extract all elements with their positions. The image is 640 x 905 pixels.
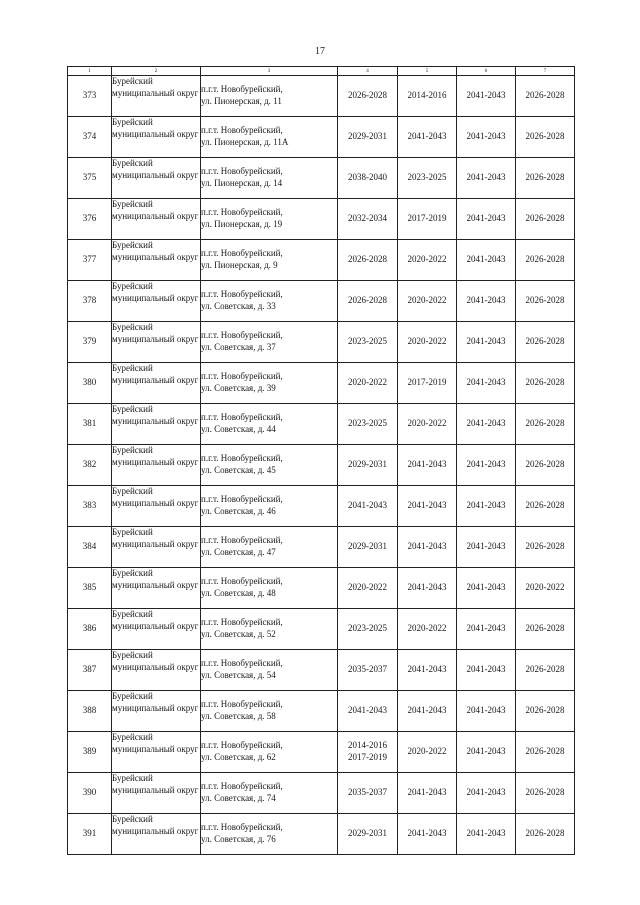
registry-table — [67, 66, 575, 855]
page-number: 17 — [315, 46, 325, 57]
period-value: 2017-2019 — [348, 752, 387, 762]
table-row — [68, 322, 575, 363]
period-cell — [338, 117, 398, 158]
district-cell: Бурейский муниципальный округ — [112, 773, 201, 814]
table-row — [68, 281, 575, 322]
period-cell: 2041-2043 — [398, 486, 457, 527]
period-cell: 2026-2028 — [516, 117, 575, 158]
period-value: 2023-2025 — [348, 336, 387, 347]
address-line: ул. Советская, д. 44 — [201, 424, 276, 434]
period-value: 2014-2016 — [348, 740, 387, 751]
period-cell: 2026-2028 — [516, 486, 575, 527]
table-row — [68, 76, 575, 117]
table-row — [68, 117, 575, 158]
period-cell — [338, 609, 398, 650]
period-cell: 2041-2043 — [457, 650, 516, 691]
table-row — [68, 691, 575, 732]
row-number-cell: 387 — [68, 650, 112, 691]
period-cell: 2026-2028 — [516, 650, 575, 691]
address-line: п.г.т. Новобурейский, — [201, 371, 283, 382]
period-cell — [338, 814, 398, 855]
column-number: 7 — [516, 67, 575, 76]
table-row — [68, 527, 575, 568]
period-cell — [338, 76, 398, 117]
period-cell: 2020-2022 — [398, 732, 457, 773]
address-line: ул. Советская, д. 46 — [201, 506, 276, 516]
address-line: ул. Советская, д. 37 — [201, 342, 276, 352]
table-row — [68, 609, 575, 650]
address-line: п.г.т. Новобурейский, — [201, 453, 283, 464]
district-cell: Бурейский муниципальный округ — [112, 445, 201, 486]
district-cell: Бурейский муниципальный округ — [112, 76, 201, 117]
period-value: 2026-2028 — [348, 295, 387, 306]
table-row — [68, 363, 575, 404]
period-cell: 2041-2043 — [457, 732, 516, 773]
district-cell: Бурейский муниципальный округ — [112, 814, 201, 855]
period-cell: 2020-2022 — [398, 322, 457, 363]
address-cell — [201, 322, 338, 363]
period-cell: 2026-2028 — [516, 814, 575, 855]
period-cell: 2041-2043 — [398, 773, 457, 814]
column-number: 6 — [457, 67, 516, 76]
address-line: ул. Советская, д. 52 — [201, 629, 276, 639]
row-number-cell: 383 — [68, 486, 112, 527]
row-number-cell: 374 — [68, 117, 112, 158]
period-cell: 2041-2043 — [457, 199, 516, 240]
period-value: 2029-2031 — [348, 541, 387, 552]
period-cell: 2041-2043 — [457, 773, 516, 814]
district-cell: Бурейский муниципальный округ — [112, 404, 201, 445]
period-cell — [338, 199, 398, 240]
column-number: 1 — [68, 67, 112, 76]
period-cell: 2026-2028 — [516, 322, 575, 363]
period-value: 2029-2031 — [348, 131, 387, 142]
address-line: ул. Советская, д. 58 — [201, 711, 276, 721]
address-cell — [201, 158, 338, 199]
address-line: п.г.т. Новобурейский, — [201, 822, 283, 833]
address-line: ул. Советская, д. 76 — [201, 834, 276, 844]
address-cell — [201, 281, 338, 322]
column-number: 2 — [112, 67, 201, 76]
row-number-cell: 380 — [68, 363, 112, 404]
row-number-cell: 389 — [68, 732, 112, 773]
address-line: ул. Пионерская, д. 19 — [201, 219, 283, 229]
period-cell: 2041-2043 — [457, 281, 516, 322]
period-value: 2035-2037 — [348, 664, 387, 675]
period-cell: 2026-2028 — [516, 732, 575, 773]
address-line: ул. Пионерская, д. 9 — [201, 260, 278, 270]
table-row — [68, 486, 575, 527]
table-row — [68, 650, 575, 691]
address-line: ул. Советская, д. 33 — [201, 301, 276, 311]
period-value: 2032-2034 — [348, 213, 387, 224]
period-cell — [338, 650, 398, 691]
district-cell: Бурейский муниципальный округ — [112, 199, 201, 240]
period-value: 2029-2031 — [348, 459, 387, 470]
row-number-cell: 386 — [68, 609, 112, 650]
row-number-cell: 388 — [68, 691, 112, 732]
row-number-cell: 391 — [68, 814, 112, 855]
period-cell: 2041-2043 — [398, 527, 457, 568]
row-number-cell: 375 — [68, 158, 112, 199]
district-cell: Бурейский муниципальный округ — [112, 486, 201, 527]
district-cell: Бурейский муниципальный округ — [112, 363, 201, 404]
address-line: п.г.т. Новобурейский, — [201, 125, 283, 136]
period-cell — [338, 568, 398, 609]
period-value: 2041-2043 — [348, 500, 387, 511]
period-value: 2020-2022 — [348, 377, 387, 388]
address-cell — [201, 486, 338, 527]
address-line: п.г.т. Новобурейский, — [201, 658, 283, 669]
address-line: п.г.т. Новобурейский, — [201, 412, 283, 423]
period-cell — [338, 691, 398, 732]
period-cell: 2014-2016 — [398, 76, 457, 117]
period-cell: 2041-2043 — [457, 117, 516, 158]
period-cell: 2026-2028 — [516, 527, 575, 568]
row-number-cell: 381 — [68, 404, 112, 445]
district-cell: Бурейский муниципальный округ — [112, 732, 201, 773]
period-cell — [338, 732, 398, 773]
address-cell — [201, 76, 338, 117]
district-cell: Бурейский муниципальный округ — [112, 568, 201, 609]
period-cell: 2020-2022 — [398, 281, 457, 322]
period-value: 2029-2031 — [348, 828, 387, 839]
period-cell: 2041-2043 — [457, 814, 516, 855]
row-number-cell: 376 — [68, 199, 112, 240]
period-cell: 2041-2043 — [457, 240, 516, 281]
period-cell: 2041-2043 — [398, 117, 457, 158]
address-line: ул. Советская, д. 45 — [201, 465, 276, 475]
address-cell — [201, 199, 338, 240]
period-cell: 2026-2028 — [516, 158, 575, 199]
address-line: п.г.т. Новобурейский, — [201, 740, 283, 751]
period-cell: 2020-2022 — [398, 404, 457, 445]
address-line: п.г.т. Новобурейский, — [201, 248, 283, 259]
period-cell: 2026-2028 — [516, 281, 575, 322]
address-cell — [201, 650, 338, 691]
address-line: п.г.т. Новобурейский, — [201, 617, 283, 628]
table-row — [68, 404, 575, 445]
address-line: п.г.т. Новобурейский, — [201, 289, 283, 300]
table-row — [68, 814, 575, 855]
period-cell: 2041-2043 — [457, 691, 516, 732]
registry-table-body — [68, 67, 575, 855]
period-cell: 2020-2022 — [398, 240, 457, 281]
period-cell: 2041-2043 — [457, 404, 516, 445]
row-number-cell: 390 — [68, 773, 112, 814]
period-cell — [338, 527, 398, 568]
column-number: 5 — [398, 67, 457, 76]
district-cell: Бурейский муниципальный округ — [112, 117, 201, 158]
row-number-cell: 384 — [68, 527, 112, 568]
period-cell: 2017-2019 — [398, 199, 457, 240]
row-number-cell: 378 — [68, 281, 112, 322]
period-cell: 2026-2028 — [516, 240, 575, 281]
period-cell: 2041-2043 — [457, 568, 516, 609]
address-cell — [201, 732, 338, 773]
table-row — [68, 445, 575, 486]
table-row — [68, 568, 575, 609]
address-cell — [201, 117, 338, 158]
period-cell — [338, 158, 398, 199]
row-number-cell: 382 — [68, 445, 112, 486]
address-line: ул. Советская, д. 54 — [201, 670, 276, 680]
address-line: п.г.т. Новобурейский, — [201, 330, 283, 341]
period-cell — [338, 404, 398, 445]
address-line: п.г.т. Новобурейский, — [201, 535, 283, 546]
period-cell: 2041-2043 — [398, 445, 457, 486]
period-cell: 2041-2043 — [457, 445, 516, 486]
period-cell — [338, 486, 398, 527]
period-cell: 2041-2043 — [457, 609, 516, 650]
district-cell: Бурейский муниципальный округ — [112, 281, 201, 322]
period-value: 2026-2028 — [348, 254, 387, 265]
table-row — [68, 158, 575, 199]
period-cell: 2041-2043 — [457, 158, 516, 199]
period-cell: 2020-2022 — [398, 609, 457, 650]
period-cell: 2041-2043 — [398, 650, 457, 691]
district-cell: Бурейский муниципальный округ — [112, 158, 201, 199]
period-cell: 2026-2028 — [516, 691, 575, 732]
address-cell — [201, 363, 338, 404]
period-cell: 2041-2043 — [457, 363, 516, 404]
period-value: 2035-2037 — [348, 787, 387, 798]
period-value: 2023-2025 — [348, 418, 387, 429]
period-cell: 2017-2019 — [398, 363, 457, 404]
address-cell — [201, 814, 338, 855]
row-number-cell: 377 — [68, 240, 112, 281]
address-line: ул. Пионерская, д. 11 — [201, 96, 282, 106]
address-cell — [201, 609, 338, 650]
address-cell — [201, 527, 338, 568]
period-value: 2038-2040 — [348, 172, 387, 183]
period-value: 2026-2028 — [348, 90, 387, 101]
column-number: 3 — [201, 67, 338, 76]
address-line: ул. Пионерская, д. 11А — [201, 137, 289, 147]
period-cell: 2026-2028 — [516, 445, 575, 486]
district-cell: Бурейский муниципальный округ — [112, 609, 201, 650]
period-cell: 2020-2022 — [516, 568, 575, 609]
address-line: п.г.т. Новобурейский, — [201, 207, 283, 218]
period-cell: 2041-2043 — [457, 76, 516, 117]
period-cell — [338, 240, 398, 281]
district-cell: Бурейский муниципальный округ — [112, 650, 201, 691]
period-cell: 2041-2043 — [457, 527, 516, 568]
column-number: 4 — [338, 67, 398, 76]
period-cell — [338, 773, 398, 814]
period-cell — [338, 363, 398, 404]
period-cell: 2026-2028 — [516, 76, 575, 117]
address-line: ул. Советская, д. 74 — [201, 793, 276, 803]
table-row — [68, 240, 575, 281]
district-cell: Бурейский муниципальный округ — [112, 240, 201, 281]
address-cell — [201, 445, 338, 486]
row-number-cell: 385 — [68, 568, 112, 609]
period-cell — [338, 322, 398, 363]
address-cell — [201, 404, 338, 445]
period-cell: 2026-2028 — [516, 363, 575, 404]
period-cell: 2041-2043 — [457, 322, 516, 363]
table-row — [68, 732, 575, 773]
period-value: 2020-2022 — [348, 582, 387, 593]
address-cell — [201, 568, 338, 609]
table-row — [68, 773, 575, 814]
row-number-cell: 379 — [68, 322, 112, 363]
period-cell: 2026-2028 — [516, 404, 575, 445]
address-cell — [201, 691, 338, 732]
address-line: ул. Советская, д. 62 — [201, 752, 276, 762]
row-number-cell: 373 — [68, 76, 112, 117]
address-cell — [201, 240, 338, 281]
period-cell: 2041-2043 — [457, 486, 516, 527]
address-line: п.г.т. Новобурейский, — [201, 699, 283, 710]
address-line: ул. Советская, д. 48 — [201, 588, 276, 598]
address-line: п.г.т. Новобурейский, — [201, 781, 283, 792]
address-line: п.г.т. Новобурейский, — [201, 166, 283, 177]
period-value: 2041-2043 — [348, 705, 387, 716]
period-cell: 2041-2043 — [398, 691, 457, 732]
address-line: ул. Советская, д. 39 — [201, 383, 276, 393]
period-value: 2023-2025 — [348, 623, 387, 634]
district-cell: Бурейский муниципальный округ — [112, 527, 201, 568]
column-number-row — [68, 67, 575, 76]
address-line: п.г.т. Новобурейский, — [201, 576, 283, 587]
address-line: ул. Пионерская, д. 14 — [201, 178, 283, 188]
address-line: п.г.т. Новобурейский, — [201, 494, 283, 505]
address-line: п.г.т. Новобурейский, — [201, 84, 283, 95]
district-cell: Бурейский муниципальный округ — [112, 322, 201, 363]
period-cell — [338, 281, 398, 322]
period-cell — [338, 445, 398, 486]
period-cell: 2041-2043 — [398, 568, 457, 609]
period-cell: 2041-2043 — [398, 814, 457, 855]
period-cell: 2023-2025 — [398, 158, 457, 199]
address-cell — [201, 773, 338, 814]
period-cell: 2026-2028 — [516, 609, 575, 650]
period-cell: 2026-2028 — [516, 773, 575, 814]
period-cell: 2026-2028 — [516, 199, 575, 240]
table-row — [68, 199, 575, 240]
address-line: ул. Советская, д. 47 — [201, 547, 276, 557]
district-cell: Бурейский муниципальный округ — [112, 691, 201, 732]
